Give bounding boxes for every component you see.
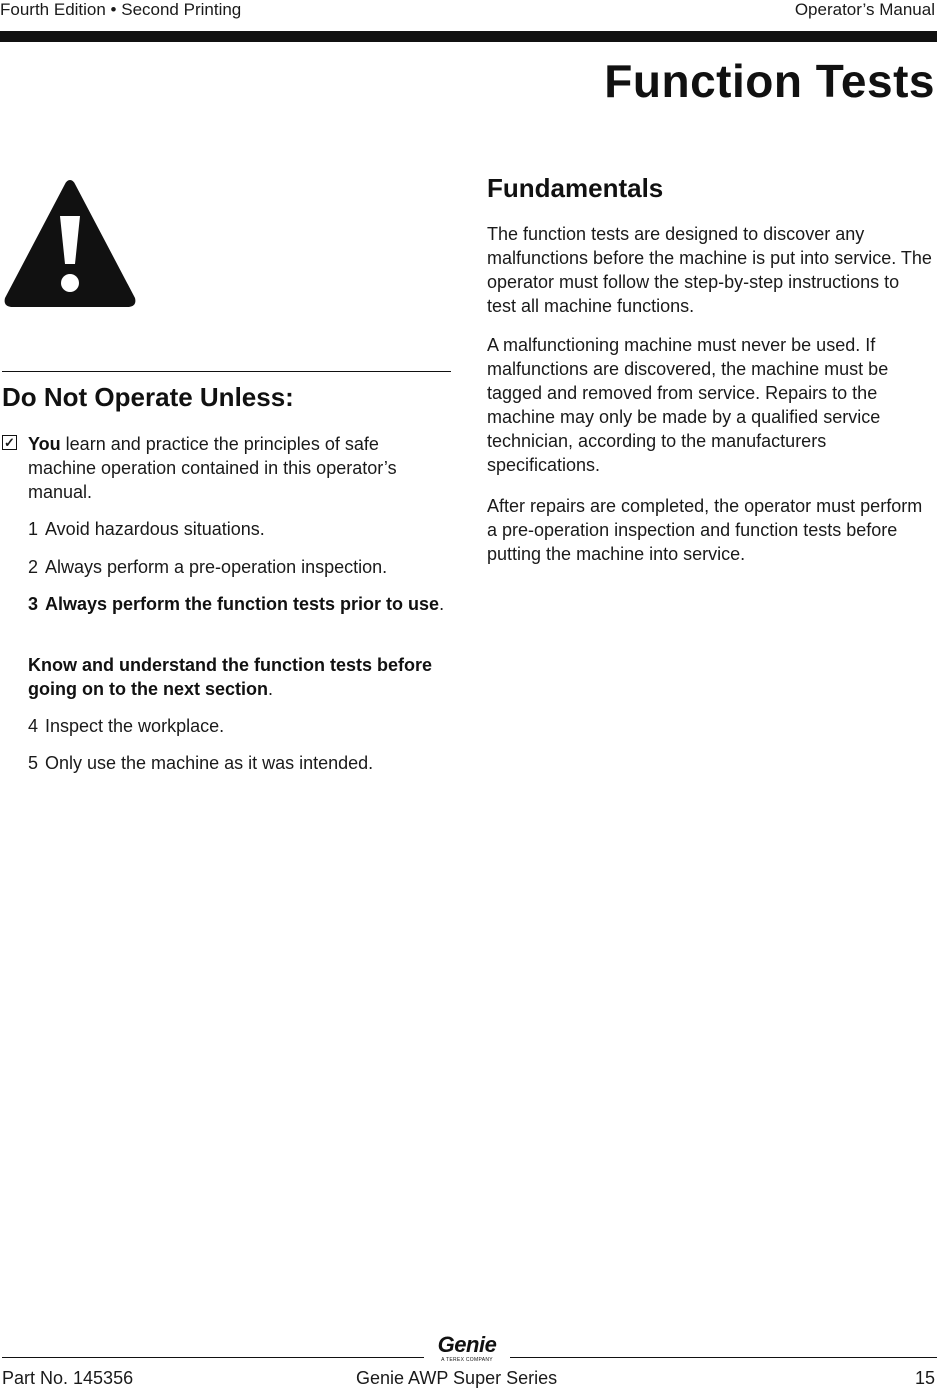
list-item: 3 Always perform the function tests prior to use. bbox=[28, 594, 445, 614]
list-item: Know and understand the function tests before going on to the next section. bbox=[28, 655, 433, 699]
genie-logo: Genie A TEREX COMPANY bbox=[437, 1332, 497, 1363]
checkbox-checked-icon: ✓ bbox=[2, 435, 17, 450]
header-edition: Fourth Edition • Second Printing bbox=[0, 0, 242, 19]
fundamentals-paragraph: A malfunctioning machine must never be used. If malfunctions are discovered, the machine must be tagged and removed from service. Repairs to the machine may only be made by a qualified service technician, according to the manufacturers specifications. bbox=[487, 335, 889, 475]
header-rule bbox=[0, 31, 937, 42]
warning-triangle-icon bbox=[2, 176, 138, 315]
list-item: 4 Inspect the workplace. bbox=[28, 716, 225, 736]
footer-rule bbox=[2, 1357, 424, 1358]
checklist-item-text: You learn and practice the principles of safe machine operation contained in this operator’s manual. bbox=[28, 434, 397, 502]
footer-part-number: Part No. 145356 bbox=[2, 1368, 134, 1388]
page-number: 15 bbox=[914, 1368, 935, 1388]
section-rule bbox=[2, 371, 451, 372]
fundamentals-heading: Fundamentals bbox=[487, 173, 664, 203]
do-not-operate-heading: Do Not Operate Unless: bbox=[2, 382, 294, 412]
checklist-item-you bbox=[2, 432, 442, 504]
page-title: Function Tests bbox=[604, 55, 935, 107]
fundamentals-paragraph: The function tests are designed to discover any malfunctions before the machine is put into service. The operator must follow the step-by-step instructions to test all machine functions. bbox=[487, 224, 932, 316]
list-item: 2 Always perform a pre-operation inspection. bbox=[28, 557, 388, 577]
footer-rule bbox=[510, 1357, 937, 1358]
footer-product-series: Genie AWP Super Series bbox=[356, 1368, 558, 1388]
fundamentals-paragraph: After repairs are completed, the operator must perform a pre-operation inspection and function tests before putting the machine into service. bbox=[487, 496, 923, 564]
list-item: 5 Only use the machine as it was intended. bbox=[28, 753, 374, 773]
header-manual-type: Operator’s Manual bbox=[794, 0, 935, 19]
list-item: 1 Avoid hazardous situations. bbox=[28, 519, 265, 539]
